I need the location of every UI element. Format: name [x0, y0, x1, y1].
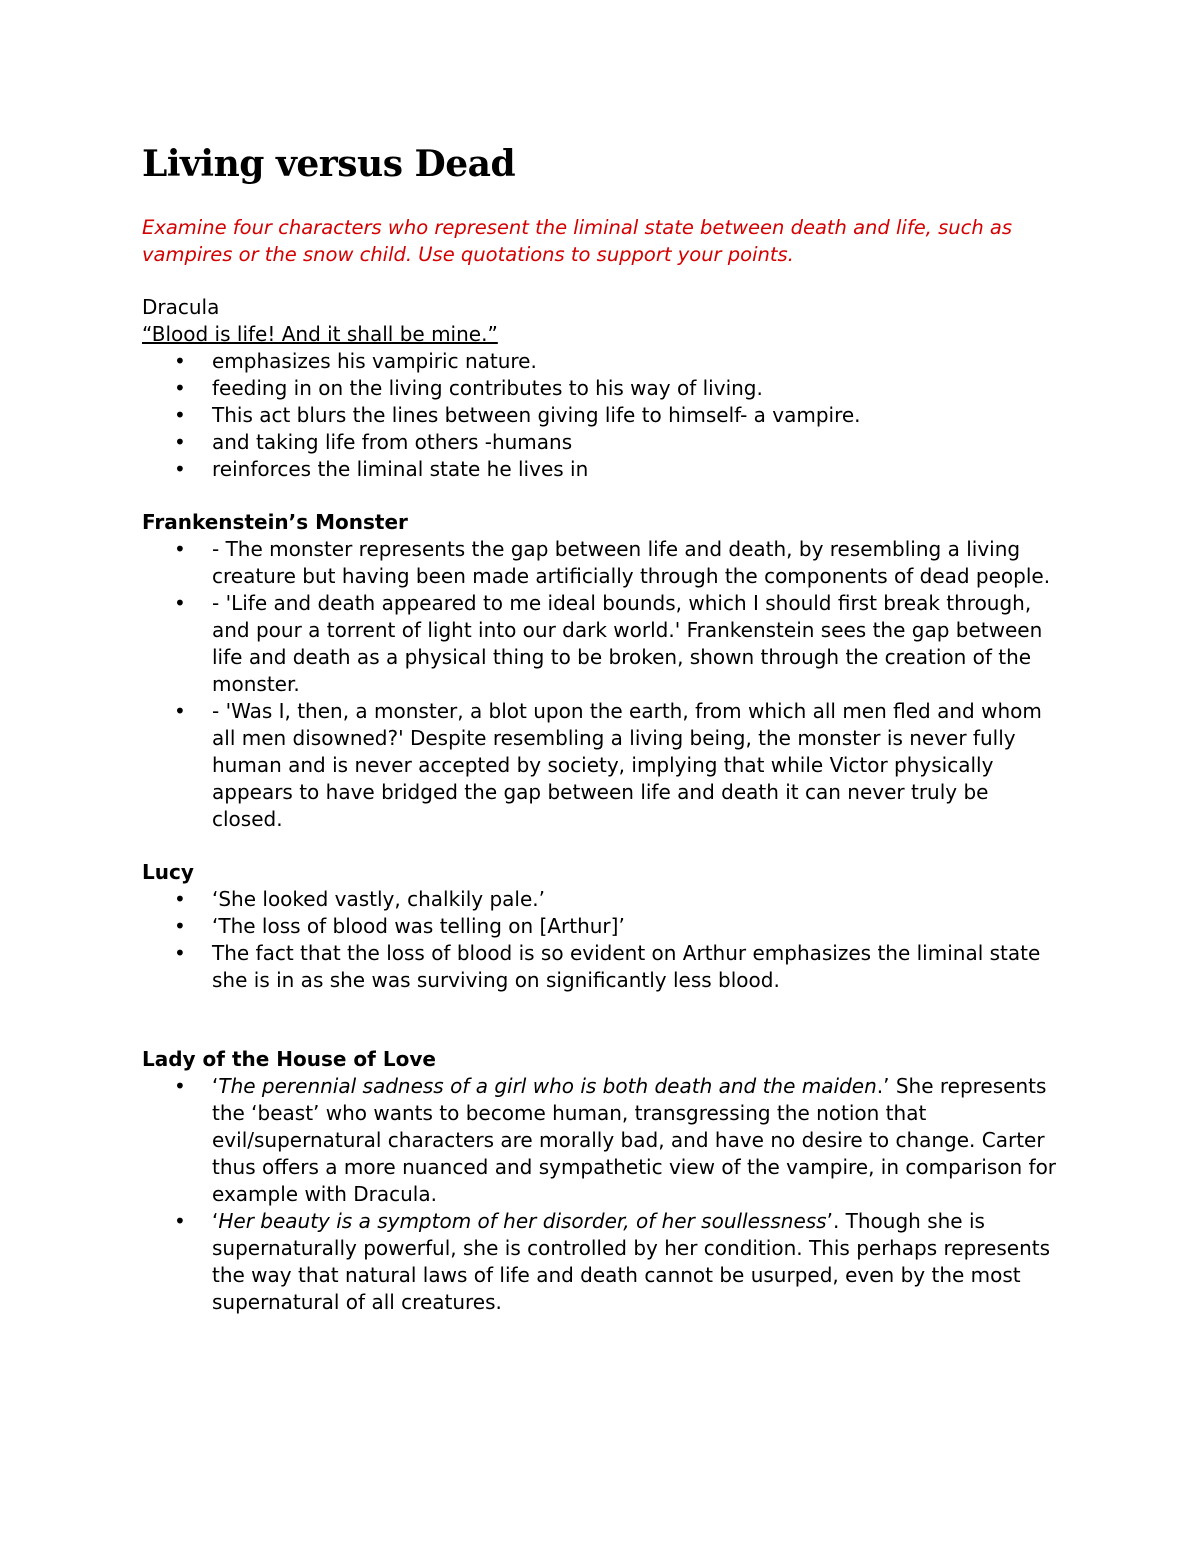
bullet-icon: • — [174, 591, 186, 615]
bullet-icon: • — [174, 403, 186, 427]
list-item: • - 'Was I, then, a monster, a blot upon the earth, from which all men fled and whom all men disowned?' Despite resembling a living being, the monster is never fully human and is never accepted by society, implying that while Victor physically appears to have bridged the gap between life and death it can never truly be closed. — [174, 699, 1042, 831]
bullet-icon: • — [174, 1074, 186, 1098]
dracula-bullet-list — [142, 348, 1062, 483]
list-item: • reinforces the liminal state he lives in — [174, 457, 589, 481]
bullet-icon: • — [174, 457, 186, 481]
document-page — [142, 140, 1062, 1316]
section-lady — [142, 1046, 1062, 1316]
bullet-icon: • — [174, 537, 186, 561]
section-dracula — [142, 294, 1062, 483]
list-item: • ‘The perennial sadness of a girl who is both death and the maiden.’ She represents the ‘beast’ who wants to become human, transgressing the notion that evil/supernatural characters are morally bad, and have no desire to change. Carter thus offers a more nuanced and sympathetic view of the vampire, in comparison for example with Dracula. — [174, 1074, 1057, 1206]
bullet-icon: • — [174, 941, 186, 965]
list-item: • and taking life from others -humans — [174, 430, 573, 454]
bullet-icon: • — [174, 887, 186, 911]
lucy-bullet-list — [142, 886, 1062, 994]
bullet-icon: • — [174, 430, 186, 454]
list-item: • ‘Her beauty is a symptom of her disorder, of her soullessness’. Though she is supernaturally powerful, she is controlled by her condition. This perhaps represents the way that natural laws of life and death cannot be usurped, even by the most supernatural of all creatures. — [174, 1209, 1051, 1314]
section-heading: Lucy — [142, 860, 194, 884]
list-item: • ‘She looked vastly, chalkily pale.’ — [174, 887, 546, 911]
list-item: • The fact that the loss of blood is so evident on Arthur emphasizes the liminal state she is in as she was surviving on significantly less blood. — [174, 941, 1041, 992]
section-heading: Dracula — [142, 295, 220, 319]
list-item: • emphasizes his vampiric nature. — [174, 349, 537, 373]
list-item: • - 'Life and death appeared to me ideal bounds, which I should first break through, and pour a torrent of light into our dark world.' Frankenstein sees the gap between life and death as a physical thing to be broken, shown through the creation of the monster. — [174, 591, 1043, 696]
list-item: • - The monster represents the gap between life and death, by resembling a living creature but having been made artificially through the components of dead people. — [174, 537, 1051, 588]
section-heading: Lady of the House of Love — [142, 1047, 436, 1071]
list-item: • This act blurs the lines between giving life to himself- a vampire. — [174, 403, 861, 427]
dracula-quote: “Blood is life! And it shall be mine.” — [142, 322, 498, 346]
essay-prompt: Examine four characters who represent the liminal state between death and life, such as vampires or the snow child. Use quotations to support your points. — [142, 216, 1012, 266]
section-heading: Frankenstein’s Monster — [142, 510, 408, 534]
bullet-icon: • — [174, 914, 186, 938]
bullet-icon: • — [174, 699, 186, 723]
bullet-icon: • — [174, 376, 186, 400]
section-frankenstein — [142, 509, 1062, 833]
frankenstein-bullet-list — [142, 536, 1062, 833]
bullet-icon: • — [174, 349, 186, 373]
list-item: • ‘The loss of blood was telling on [Arthur]’ — [174, 914, 625, 938]
bullet-icon: • — [174, 1209, 186, 1233]
list-item: • feeding in on the living contributes to his way of living. — [174, 376, 763, 400]
section-lucy — [142, 859, 1062, 994]
lady-bullet-list — [142, 1073, 1062, 1316]
page-title: Living versus Dead — [142, 143, 516, 185]
